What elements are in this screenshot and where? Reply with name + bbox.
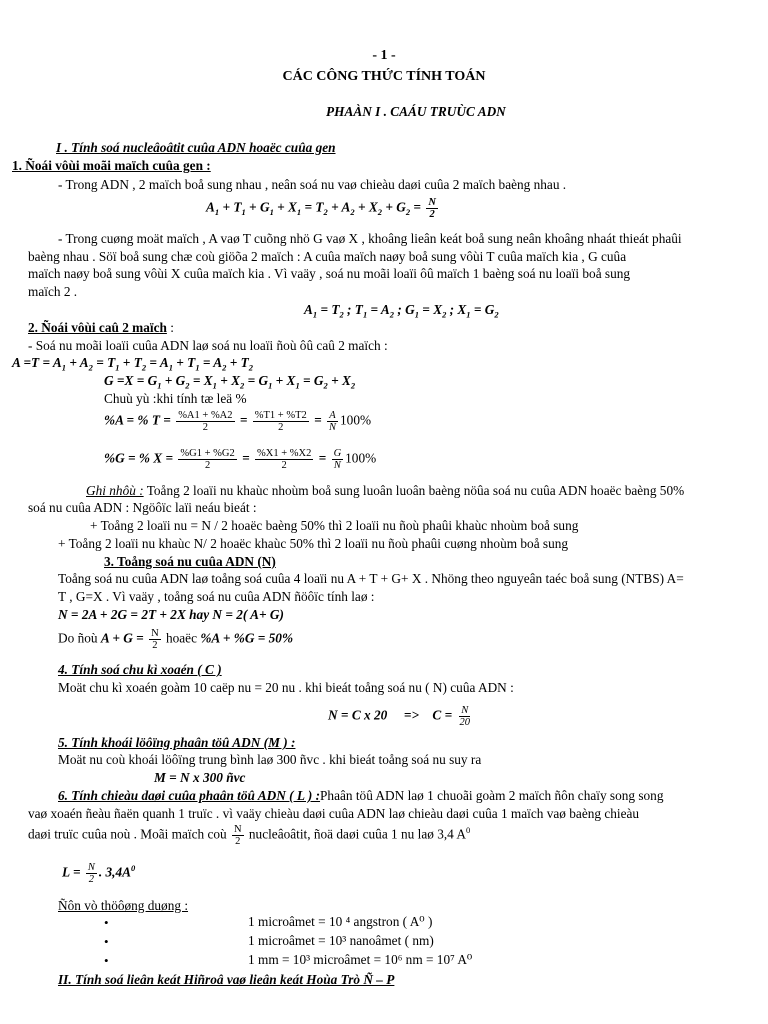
s2-heading-tail: : (166, 320, 174, 335)
s6-paragraph-line3: daøi truïc cuûa noù . Moãi maïch coù $\frac{N}{2}$ nucleâoâtit, ñoä daøi cuûa 1 nu laø 3,4 $A^0$ (28, 824, 471, 848)
document-title: CÁC CÔNG THỨC TÍNH TOÁN (282, 69, 486, 84)
s4-equation-c: C = (432, 707, 453, 723)
s2-percent-a: %A = % T = $\frac{\%A1 + \%A2}{2}$ = $\frac{\%T1 + \%T2}{2}$ = $\frac{A}{N}$ 100% (104, 410, 372, 434)
part-title: PHAÀN I . CAÁU TRUÙC ADN (326, 104, 506, 119)
s1-paragraph2-line1: - Trong cuøng moät maïch , A vaø T cuõng nhö G vaø X , khoâng lieân keát boå sung neân khoâng nhaát thieát phaûi (58, 231, 682, 246)
s6-units-heading: Ñôn vò thöôøng duøng : (58, 898, 189, 913)
unit-item: 1 microâmet = 10 ⁴ angstron ( A⁰ ) (248, 914, 433, 929)
bullet-icon: • (104, 934, 109, 949)
s6-paragraph-line3b: nucleâoâtit, ñoä daøi cuûa 1 nu laø 3,4 A (245, 826, 467, 842)
s5-heading: 5. Tính khoái löôïng phaân töû ADN (M ) : (58, 735, 296, 750)
page-number: - 1 - (372, 48, 396, 63)
s3-do-do: Do ñoù A + G = $\frac{N}{2}$ hoaëc %A + %G = 50% (58, 628, 294, 652)
s1-paragraph: - Trong ADN , 2 maïch boå sung nhau , neân soá nu vaø chieàu daøi cuûa 2 maïch baèng nhau . (58, 177, 567, 192)
s3-paragraph-line1: Toång soá nu cuûa ADN laø toång soá cuûa 4 loaïi nu A + T + G+ X . Nhöng theo nguyeân taéc boå sung (NTBS) A= (58, 571, 684, 586)
s2-rule2: + Toång 2 loaïi nu khaùc N/ 2 hoaëc khaùc 50% thì 2 loaïi nu ñoù phaûi cuøng nhoùm boå sung (58, 536, 569, 551)
s2-equation-at: $A =T = A_1 + A_2 = T_1 + T_2 = A_1 + T_1 = A_2 + T_2$ (12, 355, 254, 373)
s1-paragraph2-line2: baèng nhau . Söï boå sung chæ coù giöõa 2 maïch : A cuûa maïch naøy boå sung vôùi T cuûa maïch kia , G cuûa (28, 249, 627, 264)
s3-paragraph-line2: T , G=X . Vì vaäy , toång soá nu cuûa ADN ñöôïc tính laø : (58, 589, 375, 604)
s2-ghi-nho (86, 483, 684, 498)
s6-paragraph-line2: vaø xoaén ñeàu ñaën quanh 1 truïc . vì vaäy chieàu daøi cuûa ADN laø chieàu daøi cuûa 1 maïch vaø baèng chieàu (28, 806, 640, 821)
s2-heading-line (28, 320, 174, 335)
s2-ghi-nho-text: Toång 2 loaïi nu khaùc nhoùm boå sung luoân luoân baèng nöûa soá nu cuûa ADN hoaëc baèng 50% (143, 483, 685, 498)
s3-hoac-label: hoaëc (165, 630, 201, 646)
s4-equation: N = C x 20 => C = $\frac{N}{20}$ (328, 705, 470, 729)
s6-paragraph-line1: Phaân töû ADN laø 1 chuoãi goàm 2 maïch ñôn chaïy song song (320, 788, 664, 803)
s1-paragraph2-line3: maïch naøy boå sung vôùi X cuûa maïch kia . Vì vaäy , soá nu moãi loaïi ôû maïch 1 baèng soá nu loaïi boå sung (28, 266, 631, 281)
bullet-icon: • (104, 915, 109, 930)
s2-note: Chuù yù :khi tính tæ leä % (104, 391, 247, 406)
s6-equation: L = $\frac{N}{2}$ . $3,4A^0$ (62, 862, 136, 886)
s6-heading: 6. Tính chieàu daøi cuûa phaân töû ADN ( L ) : (58, 788, 321, 803)
s1-equation2: $A_1 = T_2$ ; $T_1 = A_2$ ; $G_1 = X_2$ ; $X_1 = G_2$ (304, 302, 499, 320)
s1-heading: 1. Ñoái vôùi moãi maïch cuûa gen : (12, 158, 211, 173)
s6-equation-l: L = (62, 864, 81, 880)
s4-equation-n: N = C x 20 (328, 707, 388, 723)
s6-paragraph-line3a: daøi truïc cuûa noù . Moãi maïch coù (28, 826, 230, 842)
s1-paragraph2-line4: maïch 2 . (28, 284, 78, 299)
section2-heading: II. Tính soá lieân keát Hiñroâ vaø lieân keát Hoùa Trò Ñ – P (58, 972, 395, 987)
section1-heading: I . Tính soá nucleâoâtit cuûa ADN hoaëc cuûa gen (56, 140, 336, 155)
s2-equation-gx: $G =X = G_1 + G_2 = X_1 + X_2 = G_1 + X_1 = G_2 + X_2$ (104, 373, 356, 391)
s2-ghi-nho-line2: soá nu cuûa ADN : Ngöôïc laïi neáu bieát : (28, 500, 257, 515)
s1-equation: $A_1 + T_1 + G_1 + X_1 = T_2 + A_2 + X_2 + G_2$ = $\frac{N}{2}$ (206, 197, 436, 221)
s4-arrow: => (403, 707, 420, 723)
s4-heading: 4. Tính soá chu kì xoaén ( C ) (58, 662, 222, 677)
s6-line1 (58, 788, 663, 803)
s3-do-do-label: Do ñoù (58, 630, 101, 646)
s3-heading: 3. Toång soá nu cuûa ADN (N) (104, 554, 276, 569)
s2-heading: 2. Ñoái vôùi caû 2 maïch (28, 320, 167, 335)
s2-ghi-nho-label: Ghi nhôù : (86, 483, 144, 498)
unit-item: 1 mm = 10³ microâmet = 10⁶ nm = 10⁷ A⁰ (248, 952, 473, 967)
s4-paragraph: Moät chu kì xoaén goàm 10 caëp nu = 20 nu . khi bieát toång soá nu ( N) cuûa ADN : (58, 680, 514, 695)
s2-rule1: + Toång 2 loaïi nu = N / 2 hoaëc baèng 50% thì 2 loaïi nu ñoù phaûi khaùc nhoùm boå sung (90, 518, 579, 533)
unit-item: 1 microâmet = 10³ nanoâmet ( nm) (248, 933, 434, 948)
s5-equation: M = N x 300 ñvc (154, 770, 246, 785)
s2-percent-g: %G = % X = $\frac{\%G1 + \%G2}{2}$ = $\frac{\%X1 + \%X2}{2}$ = $\frac{G}{N}$ 100% (104, 448, 377, 472)
s2-paragraph: - Soá nu moãi loaïi cuûa ADN laø soá nu loaïi ñoù ôû caû 2 maïch : (28, 338, 388, 353)
s3-equation: N = 2A + 2G = 2T + 2X hay N = 2( A+ G) (58, 607, 284, 622)
bullet-icon: • (104, 953, 109, 968)
s5-paragraph: Moät nu coù khoái löôïng trung bình laø 300 ñvc . khi bieát toång soá nu suy ra (58, 752, 482, 767)
